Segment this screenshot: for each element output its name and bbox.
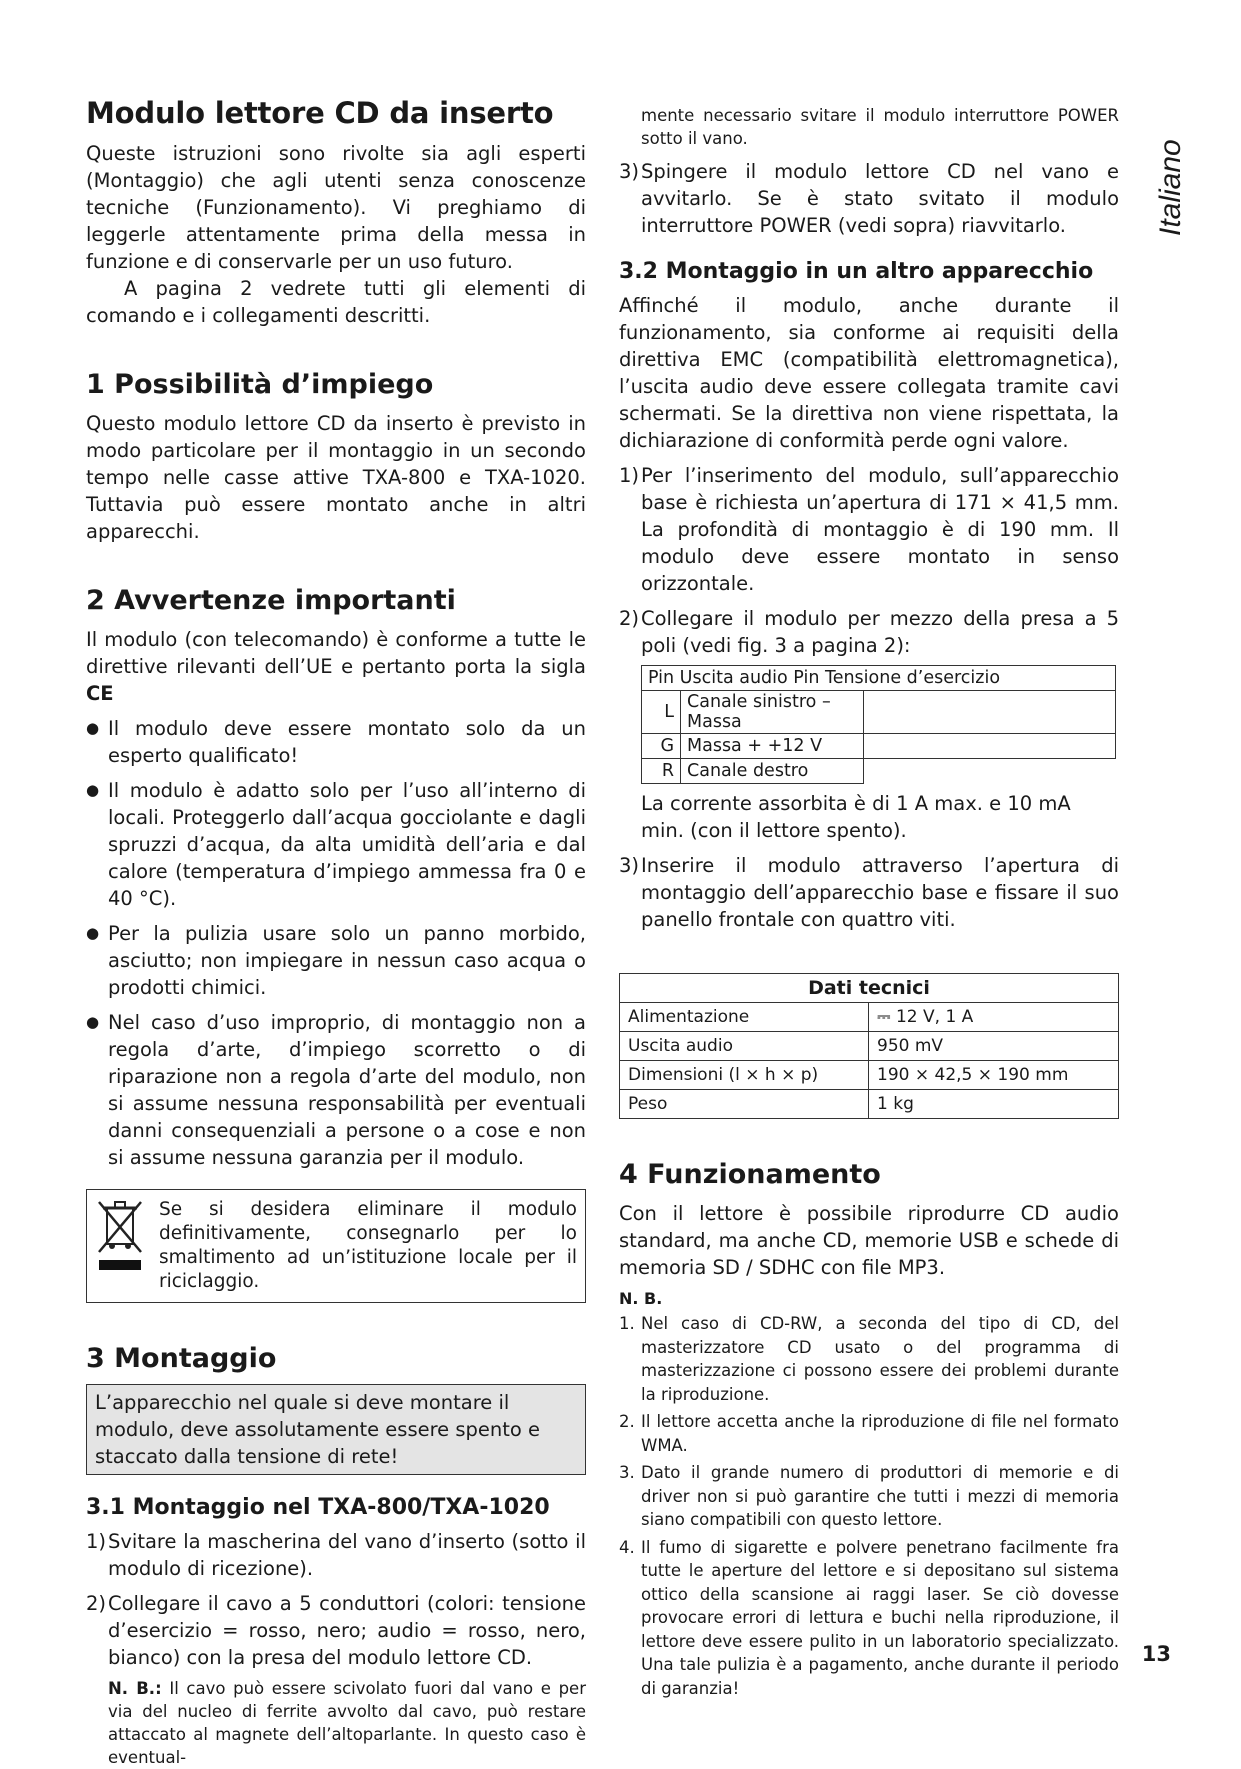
- section-4-text: Con il lettore è possibile riprodurre CD audio standard, ma anche CD, memorie USB e schede di memoria SD / SDHC con file MP3.: [619, 1202, 1119, 1279]
- note-3-num: 3.: [619, 1463, 635, 1482]
- note-2: [619, 1410, 1119, 1457]
- left-column: [86, 96, 586, 1769]
- note-3: [619, 1461, 1119, 1532]
- ce-mark: CE: [86, 682, 114, 705]
- section-3-2-title: 3.2 Montaggio in un altro apparecchio: [619, 259, 1094, 284]
- mount-step-1-num: 1): [86, 1530, 107, 1553]
- spec-label: Dimensioni (l × h × p): [620, 1061, 869, 1090]
- section-2-intro: [86, 626, 586, 707]
- other-step-2-text: Collegare il modulo per mezzo della presa a 5 poli (vedi fig. 3 a pagina 2):: [641, 607, 1119, 657]
- warning-bullet-3: ● Per la pulizia usare solo un panno morbido, asciutto; non impiegare in nessun caso acqua o prodotti chimici.: [86, 920, 586, 1001]
- spec-label: Uscita audio: [620, 1032, 869, 1061]
- other-step-3-text: Inserire il modulo attraverso l’apertura di montaggio dell’apparecchio base e fissare il suo panello frontale con quattro viti.: [641, 854, 1119, 931]
- pin-empty: [864, 734, 1116, 759]
- note-1-num: 1.: [619, 1314, 635, 1333]
- other-step-3: [619, 852, 1119, 933]
- section-1-title: 1 Possibilità d’impiego: [86, 369, 434, 400]
- other-step-3-num: 3): [619, 854, 640, 877]
- mount-note-label: N. B.:: [108, 1679, 162, 1698]
- other-step-2-num: 2): [619, 607, 640, 630]
- note-4-text: Il fumo di sigarette e polvere penetrano facilmente fra tutte le aperture del lettore e si depositano sul sistema ottico della scansione ai raggi laser. Se ciò dovesse provocare errori di lettura e buchi nella riproduzione, il lettore deve essere pulito in un laboratorio specializzato. Una tale pulizia è a pagamento, anche durante il periodo di garanzia!: [641, 1537, 1119, 1698]
- section-1-text: Questo modulo lettore CD da inserto è previsto in modo particolare per il montaggio in un secondo tempo nelle casse attive TXA-800 e TXA-1020. Tuttavia può essere montato anche in altri apparecchi.: [86, 412, 586, 543]
- pin-table-wrap: [619, 665, 1119, 784]
- mount-step-2: [86, 1590, 586, 1671]
- note-4-num: 4.: [619, 1537, 635, 1557]
- other-step-1-num: 1): [619, 464, 640, 487]
- spec-value: 1 kg: [869, 1090, 1119, 1119]
- note-4: [619, 1536, 1119, 1701]
- note-1: [619, 1312, 1119, 1406]
- section-2-title: 2 Avvertenze importanti: [86, 585, 456, 616]
- pin-label: G: [642, 734, 681, 759]
- section-3-2-text: Affinché il modulo, anche durante il funzionamento, sia conforme ai requisiti della direttiva EMC (compatibilità elettromagnetica), l’uscita audio deve essere collegata tramite cavi schermati. Se la direttiva non viene rispettata, la dichiarazione di conformità perde ogni valore.: [619, 294, 1119, 452]
- spec-label: Alimentazione: [620, 1003, 869, 1032]
- pin-empty: [864, 691, 1116, 734]
- warning-bullet-1: ● Il modulo deve essere montato solo da un esperto qualificato!: [86, 715, 586, 769]
- spec-table: [619, 973, 1119, 1119]
- note-1-text: Nel caso di CD-RW, a seconda del tipo di CD, del masterizzatore CD usato o del programma di masterizzazione ci possono essere dei problemi durante la riproduzione.: [641, 1314, 1119, 1404]
- language-label: [1150, 108, 1190, 238]
- mount-step-1-text: Svitare la mascherina del vano d’inserto (sotto il modulo di ricezione).: [108, 1530, 586, 1580]
- spec-label: Peso: [620, 1090, 869, 1119]
- mount-step-2-num: 2): [86, 1592, 107, 1615]
- disposal-box: [86, 1189, 586, 1303]
- warning-bullet-2: ● Il modulo è adatto solo per l’uso all’interno di locali. Proteggerlo dall’acqua gocciolante e dagli spruzzi d’acqua, da alta umidità dell’aria e dal calore (temperatura d’impiego ammessa fra 0 e 40 °C).: [86, 777, 586, 912]
- note-2-num: 2.: [619, 1412, 635, 1431]
- right-column: [619, 104, 1119, 1700]
- note-2-text: Il lettore accetta anche la riproduzione di file nel formato WMA.: [641, 1412, 1119, 1455]
- note-3-text: Dato il grande numero di produttori di memorie e di driver non si può garantire che tutti i mezzi di memoria siano compatibili con questo lettore.: [641, 1463, 1119, 1529]
- section-2-intro-text: Il modulo (con telecomando) è conforme a tutte le direttive rilevanti dell’UE e pertanto porta la sigla: [86, 628, 586, 678]
- warning-bullet-4: ● Nel caso d’uso improprio, di montaggio non a regola d’arte, d’impiego scorretto o di riparazione non a regola d’arte del modulo, non si assume nessuna responsabilità per eventuali danni consequenziali a persone o a cose e non si assume nessuna garanzia per il modulo.: [86, 1009, 586, 1171]
- section-4-title: 4 Funzionamento: [619, 1159, 881, 1190]
- mount-note: [86, 1677, 586, 1769]
- notes-label: N. B.: [619, 1289, 663, 1308]
- pin-desc: Massa + +12 V: [681, 734, 864, 759]
- mount-step-3: [619, 158, 1119, 239]
- mounting-warning-box: L’apparecchio nel quale si deve montare il modulo, deve assolutamente essere spento e staccato dalla tensione di rete!: [86, 1384, 586, 1475]
- disposal-text: Se si desidera eliminare il modulo definitivamente, consegnarlo per lo smaltimento ad un’istituzione locale per il riciclaggio.: [159, 1199, 577, 1292]
- pin-empty: [864, 759, 1116, 784]
- pin-table: [641, 665, 1116, 784]
- crossed-bin-icon: [95, 1198, 145, 1294]
- mount-step-3-text: Spingere il modulo lettore CD nel vano e avvitarlo. Se è stato svitato il modulo interruttore POWER (vedi sopra) riavvitarlo.: [641, 160, 1119, 237]
- mount-step-2-text: Collegare il cavo a 5 conduttori (colori: tensione d’esercizio = rosso, nero; audio = rosso, nero, bianco) con la presa del modulo lettore CD.: [108, 1592, 586, 1669]
- spec-value: 950 mV: [869, 1032, 1119, 1061]
- section-3-title: 3 Montaggio: [86, 1343, 277, 1374]
- other-step-1-text: Per l’inserimento del modulo, sull’apparecchio base è richiesta un’apertura di 171 × 41,5 mm. La profondità di montaggio è di 190 mm. Il modulo deve essere montato in senso orizzontale.: [641, 464, 1119, 595]
- current-text: La corrente assorbita è di 1 A max. e 10 mA min. (con il lettore spento).: [641, 792, 1071, 842]
- pin-table-header: Pin Uscita audio Pin Tensione d’esercizio: [642, 666, 1116, 691]
- mount-step-1: [86, 1528, 586, 1582]
- spec-table-title: Dati tecnici: [620, 974, 1119, 1003]
- intro-text: Queste istruzioni sono rivolte sia agli esperti (Montaggio) che agli utenti senza conoscenze tecniche (Funzionamento). Vi preghiamo di leggerle attentamente prima della messa in funzione e di conservarle per un uso futuro.: [86, 142, 586, 273]
- pin-label: L: [642, 691, 681, 734]
- pin-label: R: [642, 759, 681, 784]
- mount-step-3-num: 3): [619, 160, 640, 183]
- pin-desc: Canale destro: [681, 759, 864, 784]
- continued-text: mente necessario svitare il modulo interruttore POWER sotto il vano.: [641, 106, 1119, 148]
- intro-text-2: A pagina 2 vedrete tutti gli elementi di comando e i collegamenti descritti.: [86, 277, 586, 327]
- other-step-1: [619, 462, 1119, 597]
- page-title: Modulo lettore CD da inserto: [86, 96, 554, 130]
- other-step-2: [619, 605, 1119, 659]
- mount-note-text: Il cavo può essere scivolato fuori dal vano e per via del nucleo di ferrite avvolto dal cavo, può restare attaccato al magnete dell’altoparlante. In questo caso è eventual-: [108, 1679, 586, 1767]
- spec-value: ⎓ 12 V, 1 A: [869, 1003, 1119, 1032]
- page-number: 13: [1141, 1642, 1171, 1666]
- pin-desc: Canale sinistro – Massa: [681, 691, 864, 734]
- spec-value: 190 × 42,5 × 190 mm: [869, 1061, 1119, 1090]
- language-label-text: Italiano: [1154, 139, 1187, 236]
- section-3-1-title: 3.1 Montaggio nel TXA-800/TXA-1020: [86, 1495, 550, 1520]
